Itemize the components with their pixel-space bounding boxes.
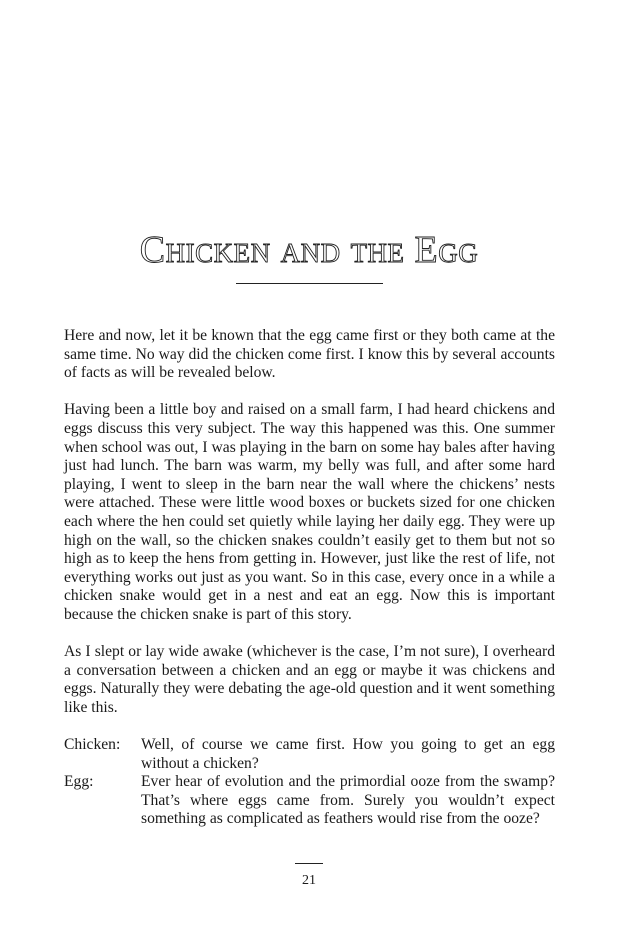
- chapter-title: Chicken and the Egg: [139, 229, 479, 271]
- paragraph: Having been a little boy and raised on a small farm, I had heard chickens and eggs discuss this very subject. The way this happened was this. One summer when school was out, I was playing in the barn on some hay bales after having just had lunch. The barn was warm, my belly was full, and after some hard playing, I went to sleep in the barn near the wall where the chickens’ nests were attached. These were little wood boxes or buckets sized for one chicken each where the hen could set quietly while laying her daily egg. They were up high on the wall, so the chicken snakes couldn’t easily get to them but not so high as to keep the hens from getting in. However, just like the rest of life, not everything works out just as you want. So in this case, every once in a while a chicken snake would get in a nest and eat an egg. Now this is important because the chicken snake is part of this story.: [64, 401, 555, 623]
- dialogue-text: Well, of course we came first. How you going to get an egg without a chicken?: [141, 736, 555, 772]
- paragraph: As I slept or lay wide awake (whichever is the case, I’m not sure), I overheard a conversation between a chicken and an egg or maybe it was chickens and eggs. Naturally they were debating the age-old question and it went something like this.: [64, 643, 555, 716]
- chapter-body: [64, 327, 555, 829]
- dialogue-block: [64, 736, 555, 829]
- paragraph: Here and now, let it be known that the egg came first or they both came at the same time. No way did the chicken come first. I know this by several accounts of facts as will be revealed below.: [64, 327, 555, 382]
- dialogue-text: Ever hear of evolution and the primordial ooze from the swamp? That’s where eggs came from. Surely you wouldn’t expect something as complicated as feathers would rise from the ooze?: [141, 773, 555, 828]
- footer-divider: [295, 863, 323, 864]
- speaker-label: Chicken:: [64, 736, 121, 754]
- dialogue-line-chicken: [64, 736, 555, 773]
- dialogue-line-egg: [64, 773, 555, 829]
- speaker-label: Egg:: [64, 773, 94, 791]
- title-divider: [236, 283, 383, 284]
- page-number: 21: [302, 873, 316, 888]
